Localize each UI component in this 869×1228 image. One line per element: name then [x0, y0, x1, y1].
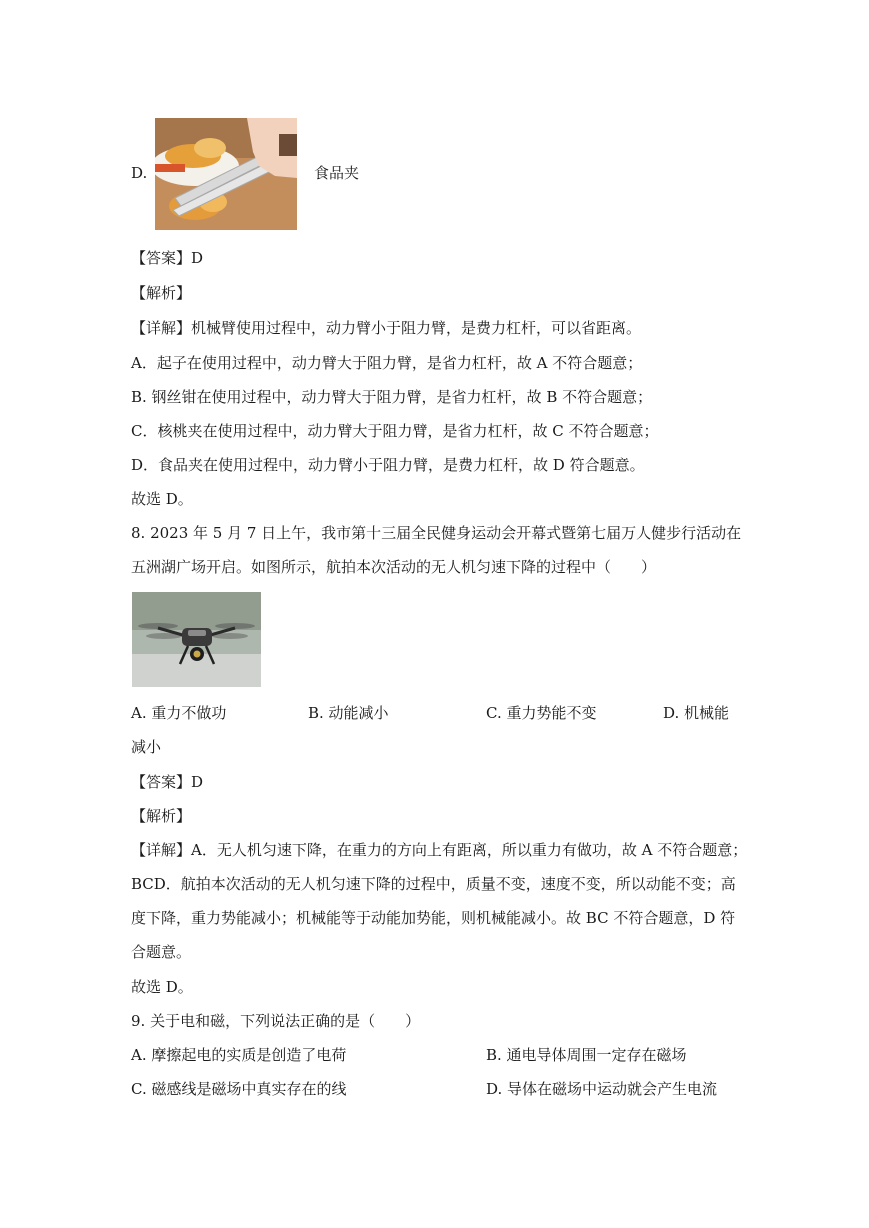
q8-option-d-continued: 减小	[131, 738, 162, 756]
q7-item-b: B. 钢丝钳在使用过程中，动力臂大于阻力臂，是省力杠杆，故 B 不符合题意；	[131, 388, 653, 406]
q8-option-b: B. 动能减小	[308, 704, 389, 722]
q8-stem-line2: 五洲湖广场开启。如图所示，航拍本次活动的无人机匀速下降的过程中（ ）	[131, 558, 657, 576]
q8-detail-line1: 【详解】A．无人机匀速下降，在重力的方向上有距离，所以重力有做功，故 A 不符合题意；	[131, 841, 748, 859]
q9-option-c: C. 磁感线是磁场中真实存在的线	[131, 1080, 347, 1098]
q7-option-d-text: 食品夹	[314, 164, 360, 182]
q8-option-c: C. 重力势能不变	[486, 704, 597, 722]
food-tongs-photo-icon	[155, 118, 297, 230]
q8-detail-line2: BCD．航拍本次活动的无人机匀速下降的过程中，质量不变，速度不变，所以动能不变；高	[131, 875, 736, 893]
q7-conclusion: 故选 D。	[131, 490, 193, 508]
q8-detail-line4: 合题意。	[131, 943, 192, 961]
drone-photo-icon	[132, 592, 261, 687]
q8-option-d: D. 机械能	[663, 704, 730, 722]
q8-option-a: A. 重力不做功	[131, 704, 227, 722]
q7-item-a: A．起子在使用过程中，动力臂大于阻力臂，是省力杠杆，故 A 不符合题意；	[131, 354, 643, 372]
q8-analysis-title: 【解析】	[131, 807, 192, 825]
q8-answer: 【答案】D	[131, 773, 204, 791]
q7-item-c: C．核桃夹在使用过程中，动力臂大于阻力臂，是省力杠杆，故 C 不符合题意；	[131, 422, 659, 440]
q7-item-d: D．食品夹在使用过程中，动力臂小于阻力臂，是费力杠杆，故 D 符合题意。	[131, 456, 645, 474]
q7-answer: 【答案】D	[131, 249, 204, 267]
q8-stem-line1: 8. 2023 年 5 月 7 日上午，我市第十三届全民健身运动会开幕式暨第七届万人健步行活动在	[131, 524, 742, 542]
q8-detail-line3: 度下降，重力势能减小；机械能等于动能加势能，则机械能减小。故 BC 不符合题意，D 符	[131, 909, 736, 927]
q8-conclusion: 故选 D。	[131, 978, 193, 996]
q9-option-b: B. 通电导体周围一定存在磁场	[486, 1046, 687, 1064]
q9-option-a: A. 摩擦起电的实质是创造了电荷	[131, 1046, 347, 1064]
q9-stem: 9. 关于电和磁，下列说法正确的是（ ）	[131, 1012, 421, 1030]
q9-option-d: D. 导体在磁场中运动就会产生电流	[486, 1080, 718, 1098]
q7-detail: 【详解】机械臂使用过程中，动力臂小于阻力臂，是费力杠杆，可以省距离。	[131, 319, 642, 337]
q7-analysis-title: 【解析】	[131, 284, 192, 302]
q7-option-d-letter: D.	[131, 164, 148, 182]
